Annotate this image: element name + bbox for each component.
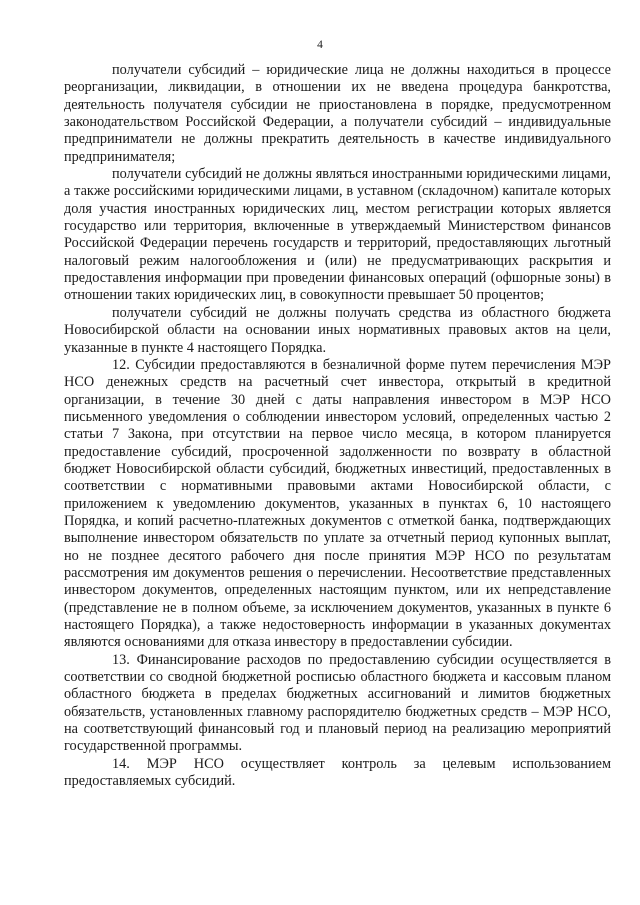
paragraph-item-14: 14. МЭР НСО осуществляет контроль за целевым использованием предоставляемых субсидий. — [64, 755, 611, 790]
paragraph-item-12: 12. Субсидии предоставляются в безналичной форме путем перечисления МЭР НСО денежных средств на расчетный счет инвестора, открытый в кредитной организации, в течение 30 дней с даты направления инвестором в МЭР НСО письменного уведомления о соблюдении инвестором условий, определенных частью 2 статьи 7 Закона, при отсутствии на первое число месяца, в котором планируется предоставление субсидий, просроченной задолженности по возврату в областной бюджет Новосибирской области субсидий, бюджетных инвестиций, предоставленных в соответствии с нормативными правовыми актами Новосибирской области, с приложением к уведомлению документов, указанных в пунктах 6, 10 настоящего Порядка, и копий расчетно-платежных документов с отметкой банка, подтверждающих выполнение инвестором обязательств по уплате за отчетный период купонных выплат, но не позднее десятого рабочего дня после принятия МЭР НСО по результатам рассмотрения им документов решения о перечислении. Несоответствие представленных инвестором документов, определенных настоящим пунктом, или их непредставление (представление не в полном объеме, за исключением документов, указанных в пункте 6 настоящего Порядка), а также недостоверность информации в указанных документах являются основаниями для отказа инвестору в предоставлении субсидии. — [64, 356, 611, 651]
document-body — [64, 62, 611, 790]
paragraph-recipients-other-funds: получатели субсидий не должны получать средства из областного бюджета Новосибирской области на основании иных нормативных правовых актов на цели, указанные в пункте 4 настоящего Порядка. — [64, 304, 611, 356]
paragraph-recipients-foreign-entities: получатели субсидий не должны являться иностранными юридическими лицами, а также российскими юридическими лицами, в уставном (складочном) капитале которых доля участия иностранных юридических лиц, местом регистрации которых является государство или территория, включенные в утверждаемый Министерством финансов Российской Федерации перечень государств и территорий, предоставляющих льготный налоговый режим налогообложения и (или) не предусматривающих раскрытия и предоставления информации при проведении финансовых операций (офшорные зоны) в отношении таких юридических лиц, в совокупности превышает 50 процентов; — [64, 166, 611, 304]
paragraph-recipients-legal-status: получатели субсидий – юридические лица не должны находиться в процессе реорганизации, ликвидации, в отношении их не введена процедура банкротства, деятельность получателя субсидии не приостановлена в порядке, предусмотренном законодательством Российской Федерации, а получатели субсидий – индивидуальные предприниматели не должны прекратить деятельность в качестве индивидуального предпринимателя; — [64, 62, 611, 165]
paragraph-item-13: 13. Финансирование расходов по предоставлению субсидии осуществляется в соответствии со сводной бюджетной росписью областного бюджета и кассовым планом областного бюджета в пределах бюджетных ассигнований и лимитов бюджетных обязательств, установленных главному распорядителю бюджетных средств – МЭР НСО, на соответствующий финансовый год и плановый период на реализацию мероприятий государственной программы. — [64, 651, 611, 755]
page-number: 4 — [317, 39, 323, 51]
